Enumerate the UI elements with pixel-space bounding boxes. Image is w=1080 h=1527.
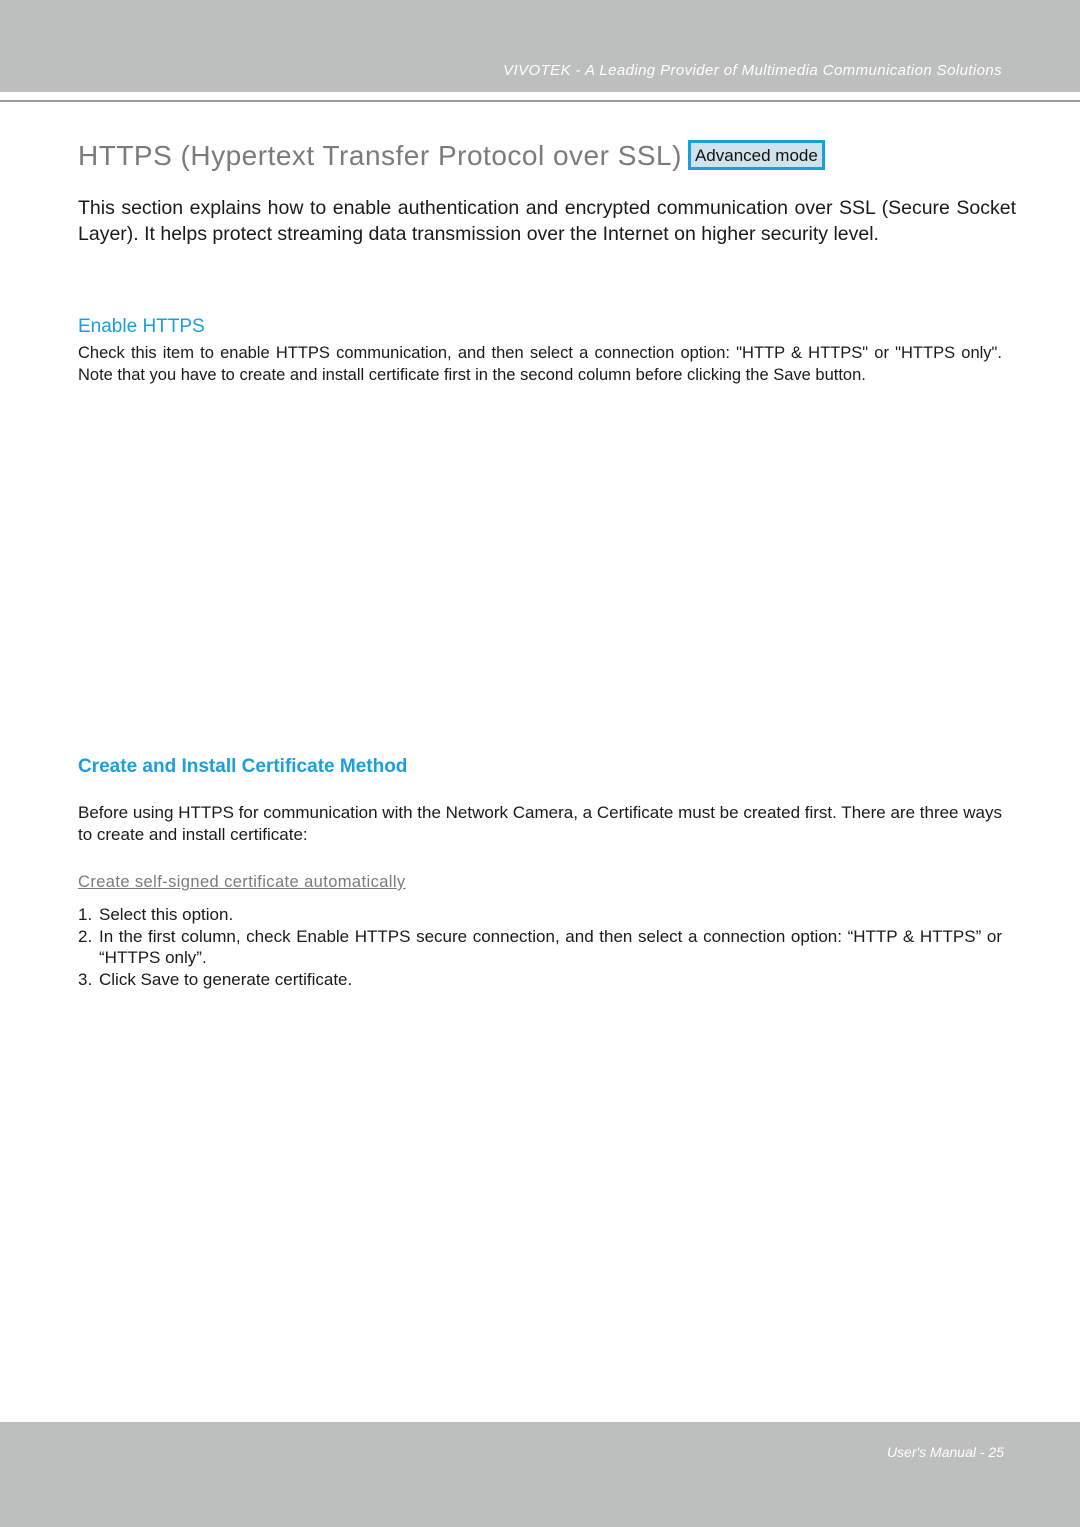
step-number: 3. — [78, 969, 93, 989]
footer-page-number: User's Manual - 25 — [886, 1444, 1004, 1460]
steps-list — [78, 904, 1002, 990]
step-number: 1. — [78, 905, 93, 924]
certificate-method-heading: Create and Install Certificate Method — [78, 756, 408, 777]
list-item — [78, 926, 1002, 969]
certificate-method-description: Before using HTTPS for communication with the Network Camera, a Certificate must be created first. There are three ways to create and install certificate: — [78, 803, 1002, 844]
enable-https-description: Check this item to enable HTTPS communication, and then select a connection option: "HTTP & HTTPS" or "HTTPS only". Note that you have to create and install certificate first in the second column before clicking the Save button. — [78, 344, 1002, 384]
step-number: 2. — [78, 926, 93, 946]
page-title — [78, 138, 825, 174]
step-text: In the first column, check Enable HTTPS secure connection, and then select a connection option: “HTTP & HTTPS” or “HTTPS only”. — [99, 926, 1002, 967]
header-tagline: VIVOTEK - A Leading Provider of Multimedia Communication Solutions — [503, 62, 1002, 79]
list-item — [78, 969, 1002, 991]
page-title-text: HTTPS (Hypertext Transfer Protocol over SSL) — [78, 140, 682, 171]
step-text: Click Save to generate certificate. — [99, 969, 353, 989]
intro-paragraph: This section explains how to enable authentication and encrypted communication over SSL (Secure Socket Layer). It helps protect streaming data transmission over the Internet on higher security level. — [78, 197, 1016, 245]
step-text: Select this option. — [99, 905, 234, 924]
footer-band — [0, 1422, 1080, 1527]
header-divider — [0, 100, 1080, 102]
advanced-mode-badge: Advanced mode — [688, 140, 825, 170]
self-signed-subheading: Create self-signed certificate automatically — [78, 873, 406, 891]
list-item — [78, 904, 1002, 926]
enable-https-heading: Enable HTTPS — [78, 316, 205, 337]
